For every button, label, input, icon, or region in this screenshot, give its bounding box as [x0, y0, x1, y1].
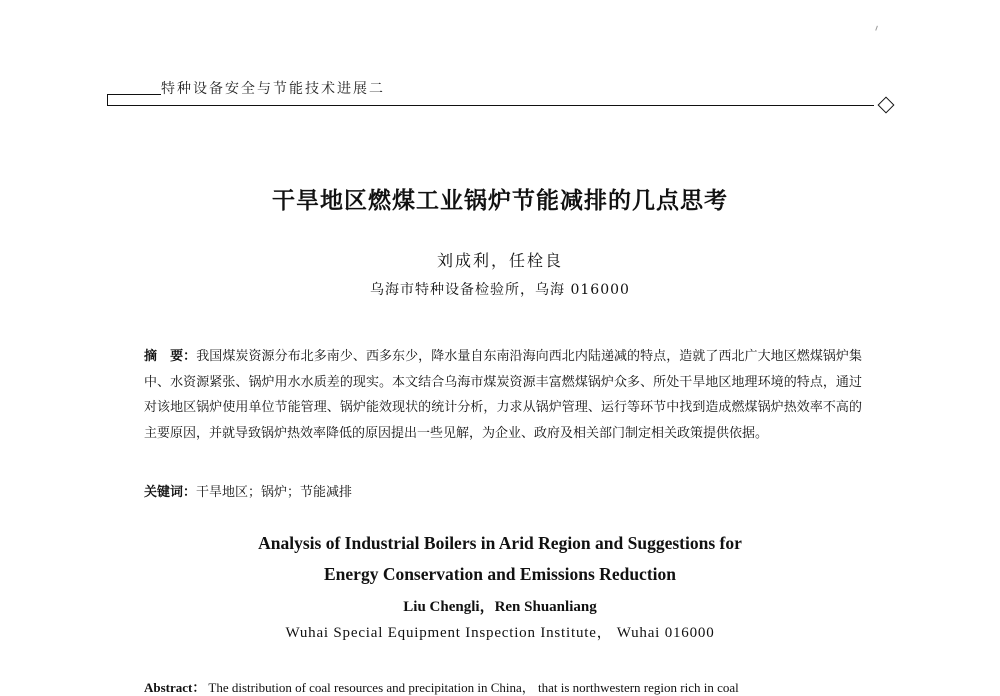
keywords-label-cn: 关键词： [144, 485, 197, 500]
authors-en: Liu Chengli，Ren Shuanliang [403, 599, 597, 615]
abstract-en [144, 677, 862, 696]
header-rule [107, 105, 874, 106]
abstract-text-en: The distribution of coal resources and precipitation in China， that is northwestern region rich in coal [205, 680, 739, 695]
affiliation-en: Wuhai Special Equipment Inspection Institute， Wuhai 016000 [285, 625, 715, 641]
running-header: 特种设备安全与节能技术进展二 [161, 81, 385, 97]
abstract-label-cn: 摘 要： [144, 349, 197, 364]
abstract-text-cn: 我国煤炭资源分布北多南少、西多东少，降水量自东南沿海向西北内陆递减的特点，造就了西北广大地区燃煤锅炉集中、水资源紧张、锅炉用水水质差的现实。本文结合乌海市煤炭资源丰富燃煤锅炉众多、所处干旱地区地理环境的特点，通过对该地区锅炉使用单位节能管理、锅炉能效现状的统计分析，力求从锅炉管理、运行等环节中找到造成燃煤锅炉热效率不高的主要原因，并就导致锅炉热效率降低的原因提出一些见解，为企业、政府及相关部门制定相关政策提供依据。 [144, 349, 862, 441]
header-diamond-ornament [878, 97, 895, 114]
header-rule-tick [107, 94, 108, 105]
keywords-cn [144, 481, 862, 500]
paper-title-en-line2: Energy Conservation and Emissions Reduction [324, 564, 676, 584]
paper-title-en-line1: Analysis of Industrial Boilers in Arid Region and Suggestions for [258, 533, 742, 553]
abstract-cn [144, 344, 862, 446]
scan-mark [875, 26, 880, 32]
paper-title-cn: 干旱地区燃煤工业锅炉节能减排的几点思考 [272, 188, 728, 214]
keywords-text-cn: 干旱地区；锅炉；节能减排 [196, 485, 353, 500]
header-rule-short [107, 94, 161, 95]
abstract-label-en: Abstract： [144, 680, 206, 695]
authors-cn: 刘成利，任栓良 [436, 251, 563, 270]
affiliation-cn: 乌海市特种设备检验所，乌海 016000 [370, 282, 630, 298]
